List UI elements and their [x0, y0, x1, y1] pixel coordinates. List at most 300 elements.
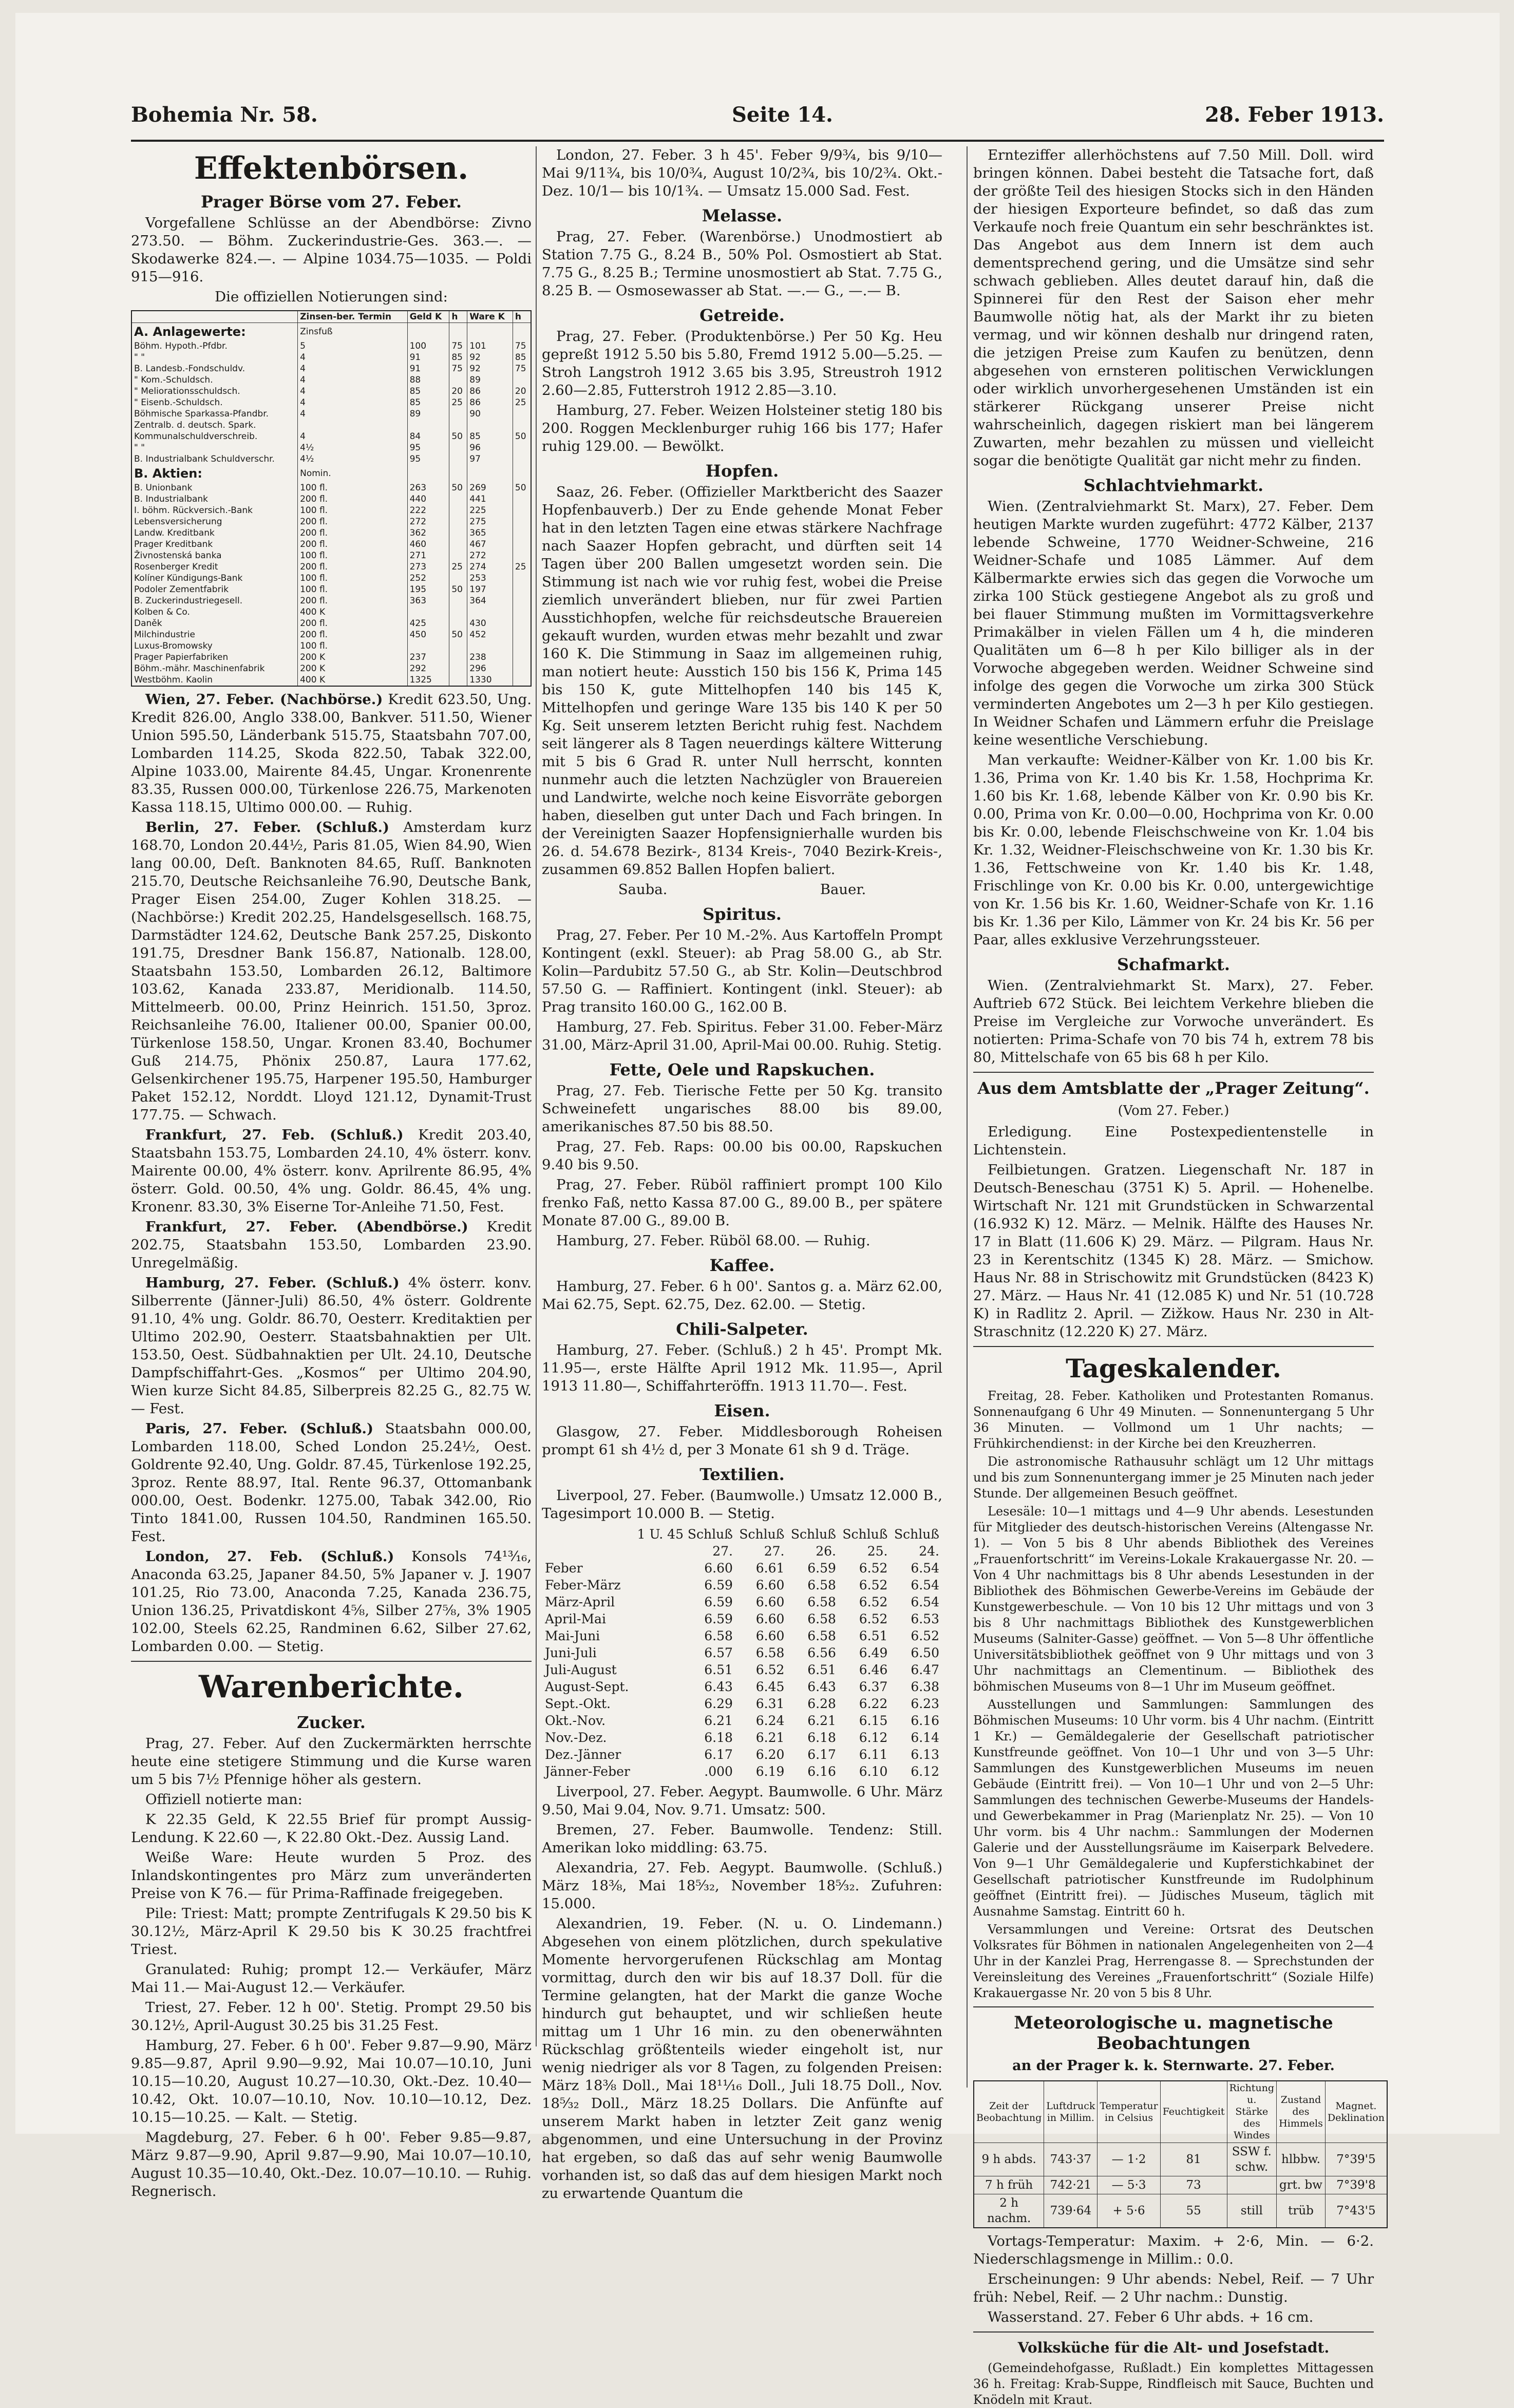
table-cell: 89 [407, 408, 449, 420]
table-cell: 5 [298, 340, 407, 352]
table-cell: 222 [407, 505, 449, 516]
table-cell: grt. bw [1277, 2176, 1326, 2194]
table-cell: 6.54 [911, 1561, 939, 1576]
table-row [131, 363, 531, 374]
table-cell [449, 323, 467, 341]
table-cell: Landw. Kreditbank [131, 527, 298, 539]
table-cell: 90 [467, 408, 513, 420]
divider [973, 2331, 1374, 2333]
table-cell: 25 [513, 397, 531, 408]
table-cell: 96 [467, 442, 513, 453]
table-row [131, 420, 531, 431]
signature: Bauer. [820, 881, 866, 898]
table-header-cell [131, 311, 298, 323]
paragraph: Liverpool, 27. Feber. Aegypt. Baumwolle. 6 Uhr. März 9.50, Mai 9.04, Nov. 9.71. Umsatz: 500. [542, 1784, 942, 1818]
table-row [131, 408, 531, 420]
report-lead: Paris, 27. Feber. (Schluß.) [145, 1420, 374, 1437]
table-cell: 441 [467, 494, 513, 505]
table-cell [449, 453, 467, 465]
paragraph: Bremen, 27. Feber. Baumwolle. Tendenz: Still. Amerikan loko middling: 63.75. [542, 1822, 942, 1856]
paragraph: Ernteziffer allerhöchstens auf 7.50 Mill. Doll. wird bringen können. Dabei besteht die Tatsache fort, daß der größte Teil des hiesigen Stocks sich in den Händen der hiesigen Exporteure befindet, so daß das zum Verkaufe noch freie Quantum ein sehr beschränktes ist. Das Angebot aus dem Innern ist dem auch dementsprechend gering, und die Umsätze sind sehr schwach geblieben. Alles deutet darauf hin, daß die Spinnerei für den Rest der Saison eher mehr Baumwolle nötig hat, als der Markt ihr zu bieten vermag, und wir können deshalb nur dringend raten, die jetzigen Preise zum Kaufen zu benützen, denn abgesehen von ernsteren politischen Verwicklungen oder wirklich unvorhergesehenen Umständen ist ein stärkerer Rückgang unserer Preise nicht wahrscheinlich, dagegen riskiert man bei längerem Zuwarten, mehr bezahlen zu müssen und vielleicht sogar die benötigte Qualität gar nicht mehr zu finden. [973, 147, 1374, 469]
table-cell: 6.49 [859, 1645, 888, 1660]
table-cell: 6.12 [859, 1730, 888, 1745]
paragraph: Freitag, 28. Feber. Katholiken und Protestanten Romanus. Sonnenaufgang 6 Uhr 49 Minuten. — Sonnenuntergang 5 Uhr 36 Minuten. — Vollmond um 1 Uhr nachts; — Frühkirchendienst: in der Kirche bei den Kreuzherren. [973, 1389, 1374, 1451]
table-cell: 7 h früh [974, 2176, 1044, 2194]
table-cell: Westböhm. Kaolin [131, 674, 298, 686]
table-cell: Feber-März [545, 1578, 621, 1592]
table-cell: 100 fl. [298, 505, 407, 516]
table-cell [513, 465, 531, 482]
column-divider [967, 146, 968, 2088]
table-row [542, 1577, 942, 1594]
section-heading: Volksküche für die Alt- und Josefstadt. [1017, 2339, 1330, 2356]
paragraph: Versammlungen und Vereine: Ortsrat des Deutschen Volksrates für Böhmen in nationalen Angelegenheiten von 2—4 Uhr in der Kanzlei Prag, Herrengasse 8. — Sprechstunden der Vereinsleitung des Vereines „Frauenfortschritt“ (Soziale Hilfe) Krakauergasse Nr. 20 von 5 bis 8 Uhr. [973, 1922, 1374, 2000]
table-cell [513, 629, 531, 640]
market-report [131, 819, 532, 1124]
table-cell: 6.58 [755, 1645, 785, 1660]
table-cell: 50 [449, 431, 467, 442]
table-cell: " " [131, 352, 298, 363]
table-cell: 195 [407, 584, 449, 595]
table-cell: 6.19 [755, 1764, 785, 1779]
table-cell: 101 [467, 340, 513, 352]
paragraph: Feilbietungen. Gratzen. Liegenschaft Nr. 187 in Deutsch-Beneschau (3751 K) 5. April. — Hohenelbe. Wirtschaft Nr. 121 mit Grundstücken in Schwarzental (16.932 K) 12. März. — Melnik. Hälfte des Hauses Nr. 17 in Blatt (11.606 K) 29. März. — Pilgram. Haus Nr. 23 in Kerentschitz (1345 K) 28. März. — Smichow. Haus Nr. 88 in Strischowitz mit Grundstücken (8423 K) 27. März. — Haus Nr. 41 (12.085 K) und Nr. 51 (10.728 K) in Radlitz 2. April. — Zižkow. Haus Nr. 230 in Alt-Straschnitz (12.220 K) 27. März. [973, 1162, 1374, 1340]
table-cell: 4 [298, 363, 407, 374]
table-row [131, 640, 531, 652]
table-cell: 200 fl. [298, 561, 407, 573]
report-lead: Wien, 27. Feber. (Nachbörse.) [145, 691, 383, 708]
table-cell [467, 420, 513, 431]
section-subtitle: an der Prager k. k. Sternwarte. 27. Feber. [1012, 2058, 1335, 2074]
table-cell: SSW f. schw. [1227, 2143, 1277, 2176]
market-report [131, 1548, 532, 1656]
table-cell: Rosenberger Kredit [131, 561, 298, 573]
table-cell: 50 [449, 482, 467, 494]
table-cell: 6.46 [859, 1662, 888, 1677]
market-report [131, 1420, 532, 1546]
table-cell: 6.58 [704, 1628, 733, 1643]
report-lead: London, 27. Feb. (Schluß.) [145, 1548, 394, 1565]
table-cell: 6.52 [859, 1578, 888, 1592]
table-cell: 200 fl. [298, 527, 407, 539]
table-cell: 85 [407, 386, 449, 397]
table-cell [449, 595, 467, 606]
table-cell: 100 fl. [298, 550, 407, 561]
table-cell: 362 [407, 527, 449, 539]
table-row [131, 674, 531, 686]
table-cell [407, 323, 449, 341]
paragraph: Hamburg, 27. Feber. 6 h 00'. Santos g. a. März 62.00, Mai 62.75, Sept. 62.75, Dez. 62.00. — Stetig. [542, 1278, 942, 1313]
table-row [131, 618, 531, 629]
header-page-number: Seite 14. [732, 103, 833, 127]
table-cell [513, 494, 531, 505]
paragraph: Alexandria, 27. Feb. Aegypt. Baumwolle. (Schluß.) März 18⅜, Mai 18⁵⁄₃₂, November 18⁵⁄₃₂. Zufuhren: 15.000. [542, 1860, 942, 1912]
paragraph: (Gemeindehofgasse, Rußladt.) Ein komplettes Mittagessen 36 h. Freitag: Krab-Suppe, Rindfleisch mit Sauce, Buchten und Knödeln mit Kraut. [973, 2361, 1374, 2407]
table-cell [407, 606, 449, 618]
table-row [131, 550, 531, 561]
table-row [542, 1594, 942, 1610]
table-cell: 7°39'5 [1325, 2143, 1387, 2176]
table-cell: 6.31 [755, 1696, 785, 1711]
table-cell: 6.59 [807, 1561, 836, 1576]
table-cell: + 5·6 [1097, 2194, 1160, 2228]
table-header-cell: Luftdruck in Millim. [1044, 2081, 1097, 2143]
paragraph: Wasserstand. 27. Feber 6 Uhr abds. + 16 cm. [988, 2309, 1314, 2325]
table-cell: 73 [1160, 2176, 1227, 2194]
paragraph: Prag, 27. Feber. (Produktenbörse.) Per 50 Kg. Heu gepreßt 1912 5.50 bis 5.80, Fremd 1912 5.00—5.25. — Stroh Langstroh 1912 3.65 bis 3.95, Streustroh 1912 2.60—2.85, Futterstroh 1912 2.85—3.10. [542, 328, 942, 399]
table-cell [513, 652, 531, 663]
table-cell: 6.20 [755, 1747, 785, 1762]
table-cell: 274 [467, 561, 513, 573]
table-cell [513, 442, 531, 453]
table-cell: Böhm. Hypoth.-Pfdbr. [131, 340, 298, 352]
table-cell: 6.12 [911, 1764, 939, 1779]
table-cell: 6.52 [911, 1628, 939, 1643]
table-cell [513, 408, 531, 420]
table-cell [449, 652, 467, 663]
table-cell: — 1·2 [1097, 2143, 1160, 2176]
table-cell: 50 [449, 584, 467, 595]
table-header-row [542, 1526, 942, 1543]
table-cell: 85 [449, 352, 467, 363]
section-heading: Melasse. [702, 206, 783, 225]
table-cell: Okt.-Nov. [545, 1713, 606, 1728]
table-cell: 6.59 [704, 1595, 733, 1609]
section-subtitle: Prager Börse vom 27. Feber. [200, 192, 462, 212]
table-cell: 4 [298, 352, 407, 363]
table-cell: 85 [407, 397, 449, 408]
table-row [542, 1644, 942, 1661]
table-row [542, 1729, 942, 1746]
paragraph: Pile: Triest: Matt; prompte Zentrifugals K 29.50 bis K 30.12½, März-April K 29.50 bis K 30.25 frachtfrei Triest. [131, 1905, 532, 1958]
paragraph: K 22.35 Geld, K 22.55 Brief für prompt Aussig-Lendung. K 22.60 —, K 22.80 Okt.-Dez. Aussig Land. [131, 1811, 532, 1846]
paragraph: Alexandrien, 19. Feber. (N. u. O. Lindemann.) Abgesehen von einem plötzlichen, durch spekulative Momente hervorgerufenen Rückschlag am Montag vormittag, durch den wir bis auf 18.37 Doll. für die Termine gelangten, hat der Markt die ganze Woche hindurch gut behauptet, und wir schließen heute mittag um 1 Uhr 16 min. zu den obenerwähnten Rückschlag größtenteils wieder eingeholt ist, nur wenig niedriger als vor 8 Tagen, zu folgenden Preisen: März 18⅜ Doll., Mai 18¹¹⁄₁₆ Doll., Juli 18.75 Doll., Nov. 18⁵⁄₃₂ Doll., März 18.25 Dollars. Die Anfünfte auf unserem Markt haben in letzter Zeit ganz wenig abgenommen, und eine Untersuchung in der Provinz hat ergeben, so daß das auf sehr wenig Baumwolle vorhanden ist, so daß das auf dem hiesigen Markt noch zu erwartende Quantum die [542, 1916, 942, 2202]
table-header-cell: Schluß [739, 1527, 785, 1542]
table-cell: 6.16 [807, 1764, 836, 1779]
table-header-cell: 26. [816, 1544, 836, 1559]
table-cell [513, 323, 531, 341]
table-cell: 272 [467, 550, 513, 561]
table-cell: B. Industrialbank Schuldverschr. [131, 453, 298, 465]
paragraph: Man verkaufte: Weidner-Kälber von Kr. 1.00 bis Kr. 1.36, Prima von Kr. 1.40 bis Kr. 1.58, Hochprima Kr. 1.60 bis Kr. 1.68, lebende Kälber von Kr. 0.90 bis Kr. 0.00, Prima von Kr. 0.00—0.00, Hochprima von Kr. 0.00 bis Kr. 0.00, lebende Fleischschweine von Kr. 1.04 bis Kr. 1.32, Weidner-Fleischschweine von Kr. 1.30 bis Kr. 1.36, Fettschweine von Kr. 1.40 bis Kr. 1.48, Frischlinge von Kr. 0.00 bis Kr. 0.00, untergewichtige von Kr. 1.56 bis Kr. 1.60, Weidner-Schafe von Kr. 1.16 bis Kr. 1.36 per Kilo, Lämmer von Kr. 24 bis Kr. 56 per Paar, alles exklusive Verzehrungssteuer. [973, 752, 1374, 948]
paragraph: Die astronomische Rathausuhr schlägt um 12 Uhr mittags und bis zum Sonnenuntergang immer je 25 Minuten nach jeder Stunde. Der allgemeinen Besuch geöffnet. [973, 1454, 1374, 1501]
paragraph: Saaz, 26. Feber. (Offizieller Marktbericht des Saazer Hopfenbauverb.) Der zu Ende gehende Monat Feber hat in den letzten Tagen eine etwas stärkere Nachfrage nach Saazer Hopfen gebracht, und dürften seit 14 Tagen über 200 Ballen umgesetzt worden sein. Die Stimmung ist nach wie vor ruhig fest, wobei die Preise ziemlich unverändert blieben, nur für zwei Partien Ausstichhopfen, welche für reichsdeutsche Brauereien gekauft wurden, wurden etwas mehr bezahlt und zwar 160 K. Die Stimmung in Saaz im allgemeinen ruhig, man notiert heute: Ausstich 150 bis 156 K, Prima 145 bis 150 K, gute Mittelhopfen 140 bis 145 K, Mittelhopfen und geringe Ware 135 bis 140 K per 50 Kg. Seit unserem letzten Bericht ruhig fest. Nachdem seit längerer als 8 Tagen neuerdings kältere Witterung mit 5 bis 6 Grad R. unter Null herrscht, konnten nunmehr auch die letzten Nachzügler von Brauereien und Landwirte, welche noch keine Eisvorräte geborgen haben, dieselben gut unter Dach und Fach bringen. In der Vereinigten Saazer Hopfensignierhalle wurden bis 26. d. 54.678 Bezirk-, 8134 Kreis-, 7040 Bezirk-Kreis-, zusammen 69.852 Ballen Hopfen baliert. [542, 484, 942, 878]
table-cell: 452 [467, 629, 513, 640]
table-cell: 6.54 [911, 1595, 939, 1609]
table-cell: Prager Kreditbank [131, 539, 298, 550]
table-cell: 55 [1160, 2194, 1227, 2228]
table-cell: 95 [407, 442, 449, 453]
table-cell: 363 [407, 595, 449, 606]
table-cell: 6.61 [755, 1561, 785, 1576]
table-cell: Kommunalschuldverschreib. [131, 431, 298, 442]
table-header-cell: Zustand des Himmels [1277, 2081, 1326, 2143]
table-cell: 269 [467, 482, 513, 494]
table-row [131, 386, 531, 397]
table-cell [449, 550, 467, 561]
paragraph: Prag, 27. Feb. Tierische Fette per 50 Kg. transito Schweinefett ungarisches 88.00 bis 89.00, amerikanisches 87.50 bis 88.50. [542, 1083, 942, 1135]
table-cell: 292 [407, 663, 449, 674]
table-cell: 425 [407, 618, 449, 629]
signature-line [542, 881, 942, 899]
table-cell: 238 [467, 652, 513, 663]
table-row [131, 584, 531, 595]
section-heading: Hopfen. [705, 461, 779, 481]
paragraph: Hamburg, 27. Feber. (Schluß.) 2 h 45'. Prompt Mk. 11.95—, erste Hälfte April 1912 Mk. 11.95—, April 1913 11.80—, Schiffahrteröffn. 1913 11.70—. Fest. [542, 1342, 942, 1394]
table-header-cell [542, 1526, 634, 1543]
table-cell [513, 573, 531, 584]
paragraph: London, 27. Feber. 3 h 45'. Feber 9/9¾, bis 9/10— Mai 9/11¾, bis 10/0¾, August 10/2¾, bis 10/2¾. Okt.-Dez. 10/1— bis 10/1¾. — Umsatz 15.000 Sad. Fest. [542, 147, 942, 199]
table-cell [449, 640, 467, 652]
table-cell: 6.37 [859, 1679, 888, 1694]
table-row [131, 663, 531, 674]
table-cell: 200 K [298, 652, 407, 663]
table-cell [513, 453, 531, 465]
column-1 [131, 146, 532, 2200]
table-cell: .000 [704, 1764, 733, 1779]
table-cell: 4 [298, 431, 407, 442]
table-cell [449, 573, 467, 584]
table-cell [513, 539, 531, 550]
table-cell: 440 [407, 494, 449, 505]
table-cell: 237 [407, 652, 449, 663]
table-section-row [131, 323, 531, 341]
table-cell [449, 420, 467, 431]
paragraph: Die offiziellen Notierungen sind: [215, 289, 448, 305]
table-cell: August-Sept. [545, 1679, 629, 1694]
table-header-cell: Ware K [467, 311, 513, 323]
table-cell: 6.38 [911, 1679, 939, 1694]
section-heading: Chili-Salpeter. [676, 1319, 808, 1339]
table-cell: 6.60 [755, 1611, 785, 1626]
table-cell: 450 [407, 629, 449, 640]
table-row [542, 1678, 942, 1695]
market-report [131, 1274, 532, 1418]
section-subtitle: (Vom 27. Feber.) [1118, 1103, 1229, 1118]
paragraph: Hamburg, 27. Feb. Spiritus. Feber 31.00. Feber-März 31.00, März-April 31.00, April-Mai 00.00. Ruhig. Stetig. [542, 1019, 942, 1053]
signature: Sauba. [618, 881, 668, 898]
table-cell [513, 606, 531, 618]
table-cell: 1330 [467, 674, 513, 686]
table-header-cell: Zeit der Beobachtung [974, 2081, 1044, 2143]
table-header-cell: Temperatur in Celsius [1097, 2081, 1160, 2143]
table-cell: 400 K [298, 674, 407, 686]
header-issue: Bohemia Nr. 58. [131, 103, 318, 127]
table-cell: Feber [545, 1561, 583, 1576]
table-cell: 6.21 [807, 1713, 836, 1728]
table-cell: 6.22 [859, 1696, 888, 1711]
section-heading: Kaffee. [709, 1256, 775, 1275]
table-cell: 252 [407, 573, 449, 584]
table-cell: 6.47 [911, 1662, 939, 1677]
table-cell: 92 [467, 363, 513, 374]
table-section-unit: Zinsfuß [298, 323, 407, 341]
table-row [131, 539, 531, 550]
table-cell: 6.59 [704, 1578, 733, 1592]
table-cell: 6.15 [859, 1713, 888, 1728]
table-header-cell: 1 U. 45 Schluß [637, 1527, 733, 1542]
header-date: 28. Feber 1913. [1205, 103, 1384, 127]
table-cell: 6.43 [807, 1679, 836, 1694]
table-row [131, 606, 531, 618]
table-cell: 85 [513, 352, 531, 363]
table-cell: 200 fl. [298, 595, 407, 606]
table-header-cell: Feuchtigkeit [1160, 2081, 1227, 2143]
table-row [131, 352, 531, 363]
table-cell: 91 [407, 363, 449, 374]
divider [973, 1072, 1374, 1073]
table-row [131, 442, 531, 453]
report-lead: Berlin, 27. Feber. (Schluß.) [145, 819, 389, 836]
table-cell: 50 [513, 482, 531, 494]
table-cell [1227, 2176, 1277, 2194]
table-row [131, 527, 531, 539]
paragraph: Ausstellungen und Sammlungen: Sammlungen des Böhmischen Museums: 10 Uhr vorm. bis 4 Uhr nachm. (Eintritt 1 Kr.) — Gemäldegalerie der Gesellschaft patriotischer Kunstfreunde geöffnet. Von 10—1 Uhr und von 3—5 Uhr: Sammlungen des Kunstgewerblichen Museums im neuen Gebäude (Eintritt frei). — Von 10—1 Uhr und von 2—5 Uhr: Sammlungen des technischen Gewerbe-Museums der Handels- und Gewerbekammer in Prag (Marienplatz Nr. 25). — Von 10 Uhr vorm. bis 4 Uhr nachm.: Sammlungen der Modernen Galerie und der Ausstellungsräume im Kaiserpark Belvedere. Von 9—1 Uhr Gemäldegalerie und Kupferstichkabinet der Gesellschaft patriotischer Kunstfreunde im Rudolphinum geöffnet (Eintritt frei). — Jüdisches Museum, täglich mit Ausnahme Samstag. Eintritt 60 h. [973, 1697, 1374, 1919]
paragraph: Hamburg, 27. Feber. Rüböl 68.00. — Ruhig. [556, 1233, 870, 1249]
table-cell [407, 640, 449, 652]
section-heading: Fette, Oele und Rapskuchen. [609, 1060, 875, 1079]
table-cell: 6.57 [704, 1645, 733, 1660]
table-cell: 200 fl. [298, 618, 407, 629]
table-cell: 6.21 [704, 1713, 733, 1728]
paragraph: Triest, 27. Feber. 12 h 00'. Stetig. Prompt 29.50 bis 30.12½, April-August 30.25 bis 31.25 Fest. [131, 1999, 532, 2034]
table-header-cell: Schluß [842, 1527, 888, 1542]
table-cell: 271 [407, 550, 449, 561]
table-cell: Luxus-Bromowsky [131, 640, 298, 652]
table-cell: 86 [467, 386, 513, 397]
divider [973, 2006, 1374, 2007]
paragraph: Vortags-Temperatur: Maxim. + 2·6, Min. — 6·2. Niederschlagsmenge in Millim.: 0.0. [973, 2233, 1374, 2267]
section-heading: Schlachtviehmarkt. [1083, 476, 1264, 495]
table-cell: 9 h abds. [974, 2143, 1044, 2176]
table-cell [513, 527, 531, 539]
paragraph: Hamburg, 27. Feber. Weizen Holsteiner stetig 180 bis 200. Roggen Mecklenburger ruhig 166 bis 177; Hafer ruhig 129.00. — Bewölkt. [542, 402, 942, 454]
paragraph: Liverpool, 27. Feber. (Baumwolle.) Umsatz 12.000 B., Tagesimport 10.000 B. — Stetig. [542, 1487, 942, 1522]
paragraph: Prag, 27. Feber. Auf den Zuckermärkten herrschte heute eine stetigere Stimmung und die Kurse waren um 5 bis 7½ Pfennige höher als gestern. [131, 1735, 532, 1788]
table-header-cell: Geld K [407, 311, 449, 323]
table-cell [513, 420, 531, 431]
table-cell: 25 [449, 397, 467, 408]
table-cell: 6.52 [859, 1611, 888, 1626]
table-row [131, 573, 531, 584]
table-cell [467, 323, 513, 341]
table-cell: 6.18 [704, 1730, 733, 1745]
table-cell: 739·64 [1044, 2194, 1097, 2228]
table-cell [449, 374, 467, 386]
table-cell: — 5·3 [1097, 2176, 1160, 2194]
table-cell: März-April [545, 1595, 615, 1609]
table-section-row [131, 465, 531, 482]
table-cell: " Kom.-Schuldsch. [131, 374, 298, 386]
table-cell: 430 [467, 618, 513, 629]
divider [131, 1661, 532, 1662]
table-cell [513, 663, 531, 674]
table-cell: 6.53 [911, 1611, 939, 1626]
table-cell: 6.58 [807, 1578, 836, 1592]
table-cell: hlbbw. [1277, 2143, 1326, 2176]
table-cell [407, 465, 449, 482]
table-row [131, 561, 531, 573]
table-header-cell [542, 1543, 634, 1560]
table-cell: 6.58 [807, 1595, 836, 1609]
table-cell: 200 fl. [298, 494, 407, 505]
table-cell: Juli-August [545, 1662, 617, 1677]
table-cell: 6.60 [755, 1628, 785, 1643]
table-cell: 75 [449, 340, 467, 352]
table-cell [449, 442, 467, 453]
table-cell: Dez.-Jänner [545, 1747, 621, 1762]
table-header-cell: Zinsen-ber. Termin [298, 311, 407, 323]
table-cell [449, 494, 467, 505]
table-cell: 6.14 [911, 1730, 939, 1745]
table-cell [513, 374, 531, 386]
table-cell [513, 640, 531, 652]
section-title: Effektenbörsen. [194, 150, 469, 186]
table-cell: 75 [513, 363, 531, 374]
weather-table [973, 2080, 1388, 2228]
table-cell: 6.13 [911, 1747, 939, 1762]
table-row [542, 1661, 942, 1678]
table-cell: 6.51 [807, 1662, 836, 1677]
table-cell [513, 516, 531, 527]
table-cell: Böhmische Sparkassa-Pfandbr. [131, 408, 298, 420]
paragraph: Magdeburg, 27. Feber. 6 h 00'. Feber 9.85—9.87, März 9.87—9.90, April 9.87—9.90, Mai 10.07—10.10, August 10.35—10.40, Okt.-Dez. 10.07—10.10. — Ruhig. Regnerisch. [131, 2129, 532, 2200]
report-text: Konsols 74¹³⁄₁₆, Anaconda 63.25, Japaner 84.50, 5% Japaner v. J. 1907 101.25, Rio 73.00, Anaconda 7.25, Kanada 236.75, Union 136.25, Privatdiskont 4⅝, Silber 27⅝, 3% 1905 102.00, Steels 62.25, Randminen 6.62, Silber 27.62, Lombarden 0.00. — Stetig. [131, 1548, 532, 1655]
table-row [131, 453, 531, 465]
paragraph: Hamburg, 27. Feber. 6 h 00'. Feber 9.87—9.90, März 9.85—9.87, April 9.90—9.92, Mai 10.07—10.10, Juni 10.15—10.20, August 10.27—10.30, Okt.-Dez. 10.40—10.42, Okt. 10.07—10.10, Nov. 10.10—10.12, Dez. 10.15—10.25. — Kalt. — Stetig. [131, 2037, 532, 2126]
table-cell: 25 [513, 561, 531, 573]
table-cell: 400 K [298, 606, 407, 618]
table-cell [449, 505, 467, 516]
paragraph: Glasgow, 27. Feber. Middlesborough Roheisen prompt 61 sh 4½ d, per 3 Monate 61 sh 9 d. Träge. [542, 1424, 942, 1458]
table-cell: Nov.-Dez. [545, 1730, 607, 1745]
table-header-cell: Richtung u. Stärke des Windes [1227, 2081, 1277, 2143]
table-row [131, 652, 531, 663]
table-row [131, 505, 531, 516]
table-cell: 200 fl. [298, 539, 407, 550]
table-cell: B. Industrialbank [131, 494, 298, 505]
cotton-table [542, 1526, 942, 1780]
table-cell: " Eisenb.-Schuldsch. [131, 397, 298, 408]
paragraph: Granulated: Ruhig; prompt 12.— Verkäufer, März Mai 11.— Mai-August 12.— Verkäufer. [131, 1961, 532, 1996]
table-row [131, 482, 531, 494]
table-cell: Mai-Juni [545, 1628, 600, 1643]
table-cell: I. böhm. Rückversich.-Bank [131, 505, 298, 516]
table-header-cell: 25. [867, 1544, 888, 1559]
table-cell: 6.21 [755, 1730, 785, 1745]
table-row [131, 629, 531, 640]
table-header-row [542, 1543, 942, 1560]
table-cell: 50 [449, 629, 467, 640]
table-cell: Kolíner Kündigungs-Bank [131, 573, 298, 584]
table-cell: 100 fl. [298, 573, 407, 584]
table-row [974, 2176, 1387, 2194]
table-cell: Podoler Zementfabrik [131, 584, 298, 595]
section-heading: Getreide. [699, 306, 785, 325]
table-cell: 88 [407, 374, 449, 386]
table-cell: 6.43 [704, 1679, 733, 1694]
table-cell: B. Unionbank [131, 482, 298, 494]
table-cell: Böhm.-mähr. Maschinenfabrik [131, 663, 298, 674]
table-cell: 75 [513, 340, 531, 352]
table-row [131, 494, 531, 505]
table-cell: 86 [467, 397, 513, 408]
table-cell: 100 fl. [298, 482, 407, 494]
table-cell: 6.58 [807, 1611, 836, 1626]
table-cell: 200 fl. [298, 516, 407, 527]
table-cell: 6.60 [755, 1578, 785, 1592]
report-lead: Frankfurt, 27. Feber. (Abendbörse.) [145, 1219, 468, 1235]
